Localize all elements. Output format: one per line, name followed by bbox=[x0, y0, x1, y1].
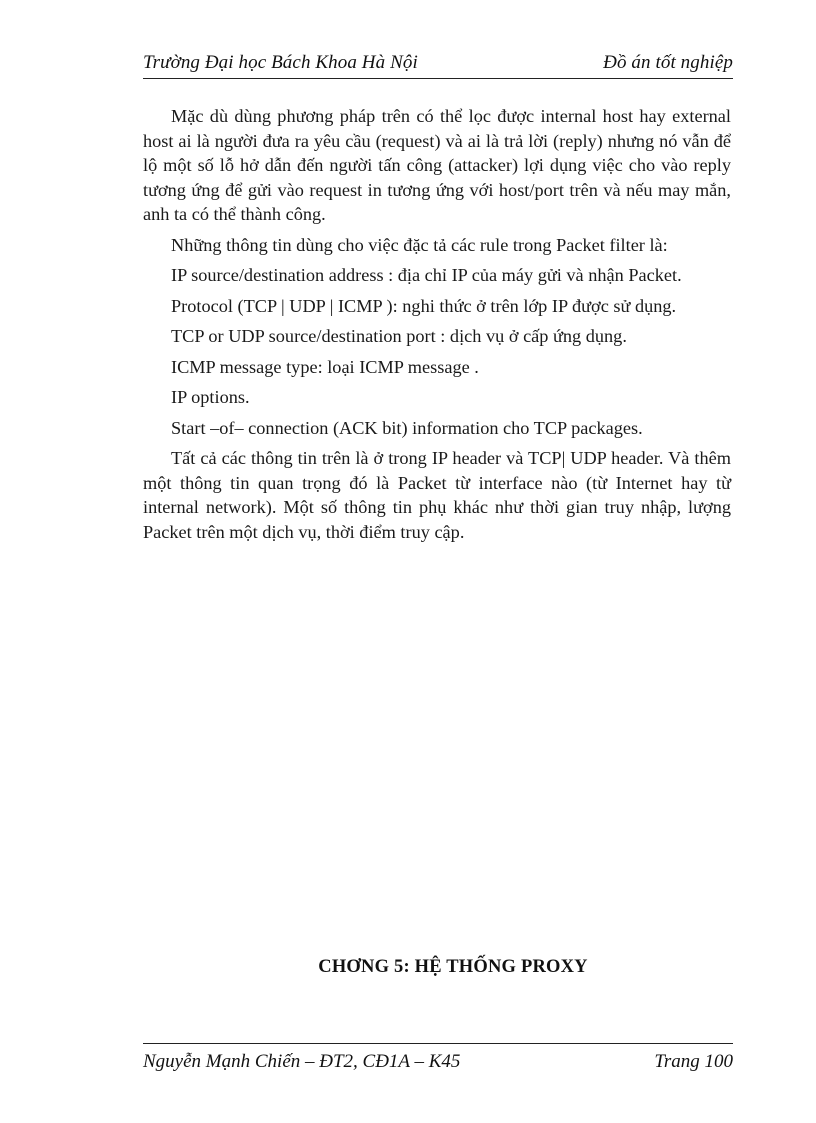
body-paragraph-3: IP source/destination address : địa chỉ IP của máy gửi và nhận Packet. bbox=[171, 265, 682, 285]
page-footer bbox=[143, 1043, 733, 1080]
body-paragraph-9: Tất cả các thông tin trên là ở trong IP header và TCP| UDP header. Và thêm một thông tin quan trọng đó là Packet từ interface nào (từ Internet hay từ internal network). Một số thông tin phụ khác như thời gian truy nhập, lượng Packet trên một dịch vụ, thời điểm truy cập. bbox=[143, 448, 731, 542]
header-document-type: Đồ án tốt nghiệp bbox=[603, 52, 733, 73]
body-paragraph-1: Mặc dù dùng phương pháp trên có thể lọc được internal host hay external host ai là người đưa ra yêu cầu (request) và ai là trả lời (reply) nhưng nó vẫn để lộ một số lỗ hở dẫn đến người tấn công (attacker) lợi dụng việc cho vào reply tương ứng để gửi vào request in tương ứng với host/port trên và nếu may mắn, anh ta có thể thành công. bbox=[143, 106, 731, 224]
body-paragraph-4: Protocol (TCP | UDP | ICMP ): nghi thức ở trên lớp IP được sử dụng. bbox=[171, 295, 677, 316]
body-paragraph-8: Start –of– connection (ACK bit) information cho TCP packages. bbox=[171, 417, 643, 438]
body-paragraph-6: ICMP message type: loại ICMP message . bbox=[171, 356, 479, 377]
header-university: Trường Đại học Bách Khoa Hà Nội bbox=[143, 52, 418, 73]
chapter-heading: CHƠNG 5: HỆ THỐNG PROXY bbox=[318, 957, 588, 977]
page-header bbox=[143, 48, 733, 79]
body-text bbox=[143, 104, 731, 544]
body-paragraph-5: TCP or UDP source/destination port : dịch vụ ở cấp ứng dụng. bbox=[171, 326, 627, 346]
body-paragraph-7: IP options. bbox=[171, 387, 250, 407]
body-paragraph-2: Những thông tin dùng cho việc đặc tả các rule trong Packet filter là: bbox=[171, 234, 668, 255]
footer-page-number: Trang 100 bbox=[654, 1051, 733, 1072]
footer-author: Nguyễn Mạnh Chiến – ĐT2, CĐ1A – K45 bbox=[143, 1051, 461, 1072]
